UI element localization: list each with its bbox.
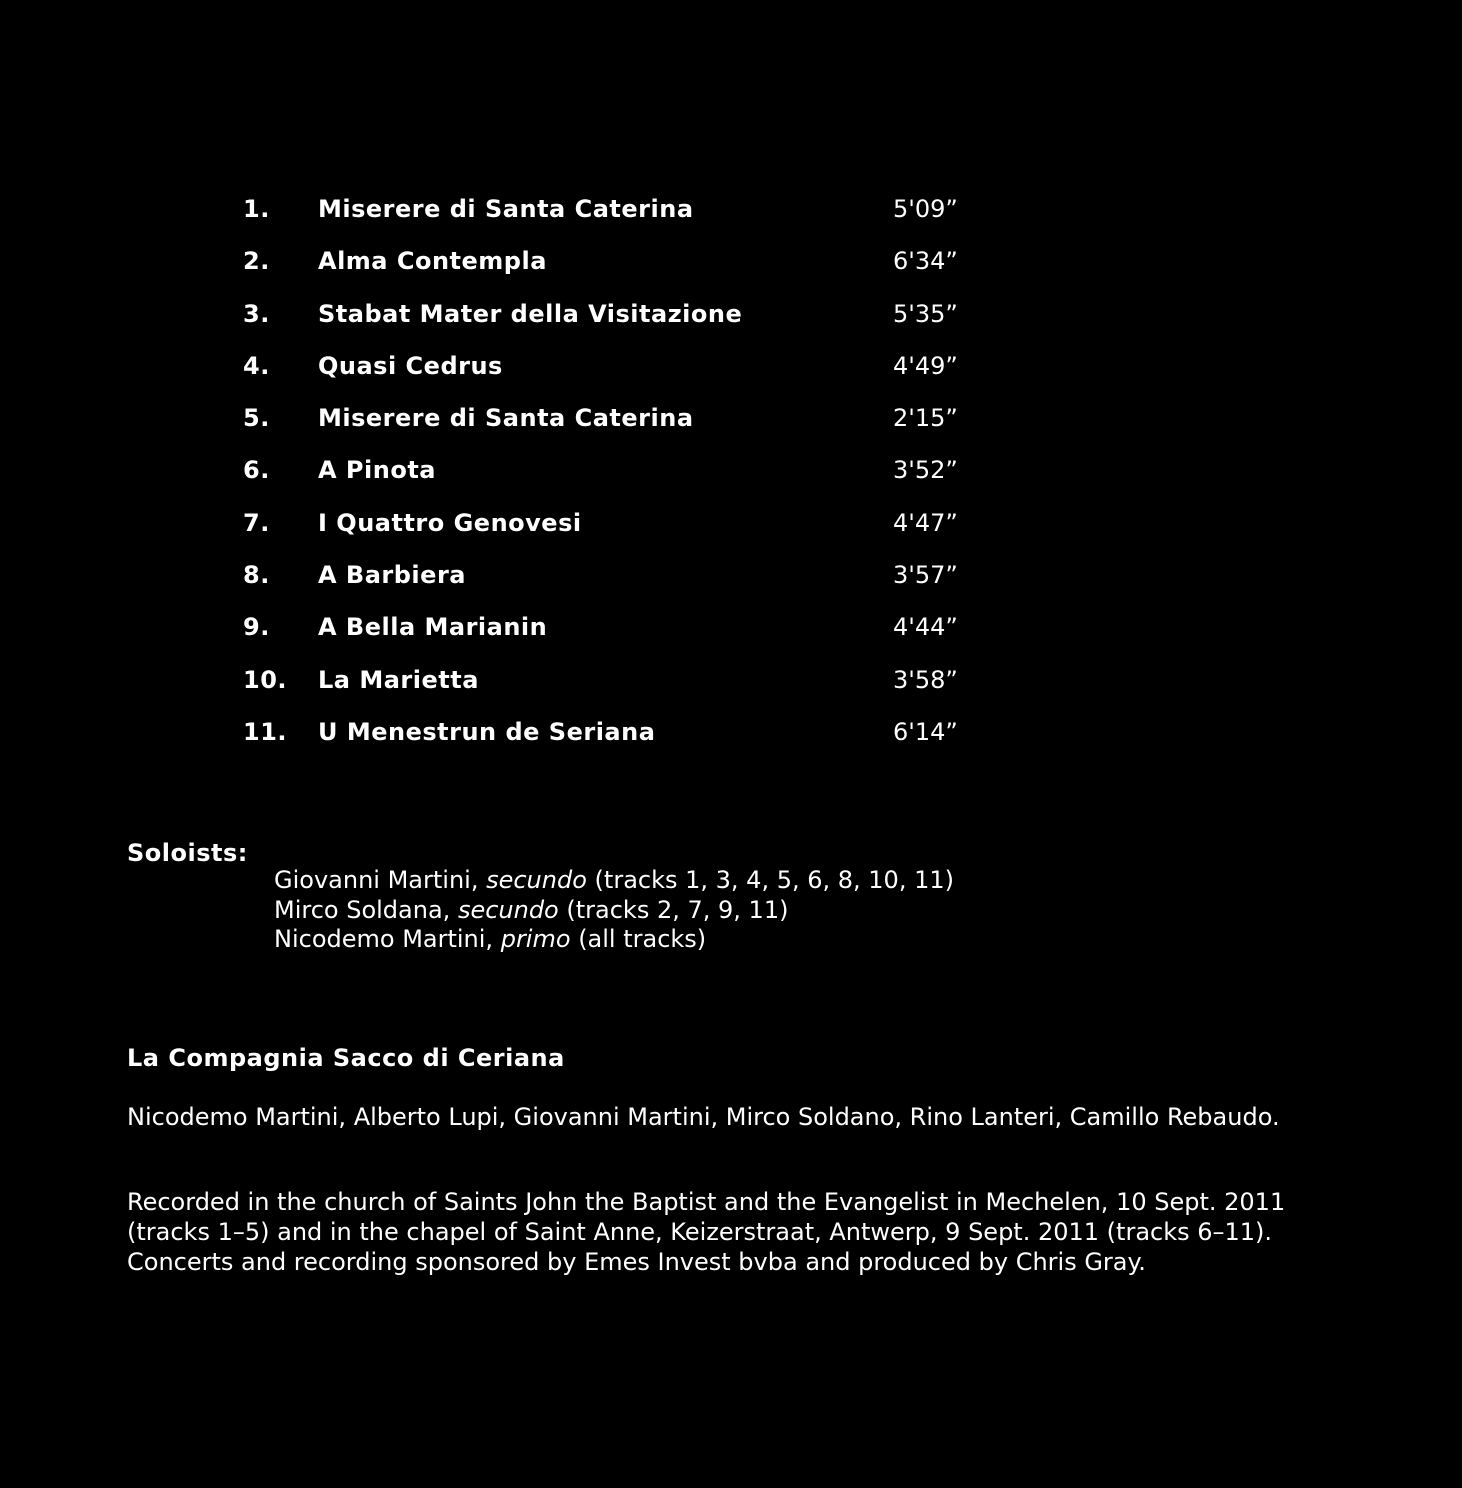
track-row <box>243 349 1003 401</box>
track-row <box>243 297 1003 349</box>
track-duration: 2'15” <box>893 404 958 433</box>
credits-line: Recorded in the church of Saints John the Baptist and the Evangelist in Mechelen, 10 Sept. 2011 <box>127 1188 1286 1216</box>
track-title: Miserere di Santa Caterina <box>318 195 694 223</box>
soloist-role: primo <box>500 925 571 953</box>
track-duration: 3'52” <box>893 456 958 485</box>
track-duration: 6'34” <box>893 247 958 276</box>
soloist-role: secundo <box>486 866 587 894</box>
track-title: A Barbiera <box>318 561 466 590</box>
track-row <box>243 244 1003 296</box>
track-number: 2. <box>243 247 270 276</box>
track-title: Stabat Mater della Visitazione <box>318 299 743 328</box>
track-title: A Pinota <box>318 456 436 485</box>
track-row <box>243 715 1003 767</box>
track-title: Alma Contempla <box>318 247 547 276</box>
track-number: 1. <box>243 195 270 223</box>
track-duration: 3'58” <box>893 665 958 694</box>
track-row <box>243 453 1003 505</box>
track-row <box>243 506 1003 558</box>
soloist-role: secundo <box>457 895 559 924</box>
track-duration: 3'57” <box>893 561 958 590</box>
track-title: Quasi Cedrus <box>318 351 503 380</box>
track-row <box>243 192 1003 244</box>
track-title: I Quattro Genovesi <box>318 508 582 537</box>
track-number: 6. <box>243 456 270 485</box>
track-row <box>243 610 1003 662</box>
track-title: La Marietta <box>318 665 479 694</box>
track-duration: 5'09” <box>893 195 958 223</box>
track-number: 9. <box>243 613 270 642</box>
track-title: A Bella Marianin <box>318 613 548 642</box>
track-title: U Menestrun de Seriana <box>318 717 656 746</box>
credits-line: (tracks 1–5) and in the chapel of Saint Anne, Keizerstraat, Antwerp, 9 Sept. 2011 (tracks 6–11). <box>127 1218 1273 1246</box>
soloists-list <box>274 866 954 955</box>
track-number: 4. <box>243 351 270 380</box>
track-duration: 6'14” <box>893 717 958 746</box>
track-number: 10. <box>243 665 288 694</box>
soloist-tracks: (tracks 2, 7, 9, 11) <box>566 895 789 924</box>
track-title: Miserere di Santa Caterina <box>318 404 694 433</box>
track-number: 3. <box>243 299 270 328</box>
soloist-name: Mirco Soldana, <box>274 895 451 924</box>
ensemble-members: Nicodemo Martini, Alberto Lupi, Giovanni Martini, Mirco Soldano, Rino Lanteri, Camillo Rebaudo. <box>127 1103 1280 1131</box>
track-list <box>243 192 1003 767</box>
soloist-entry <box>274 866 954 896</box>
track-duration: 4'44” <box>893 613 958 642</box>
recording-credits <box>127 1187 1285 1277</box>
soloist-entry <box>274 896 954 926</box>
soloists-heading: Soloists: <box>127 839 248 867</box>
soloist-name: Nicodemo Martini, <box>274 925 494 953</box>
track-duration: 4'49” <box>893 351 958 380</box>
track-row <box>243 663 1003 715</box>
track-row <box>243 558 1003 610</box>
track-number: 7. <box>243 508 270 537</box>
track-duration: 4'47” <box>893 508 958 537</box>
soloist-name: Giovanni Martini, <box>274 866 479 894</box>
track-number: 11. <box>243 717 288 746</box>
soloist-tracks: (tracks 1, 3, 4, 5, 6, 8, 10, 11) <box>594 866 954 894</box>
soloist-entry <box>274 925 954 955</box>
track-row <box>243 401 1003 453</box>
soloist-tracks: (all tracks) <box>578 925 707 953</box>
ensemble-heading: La Compagnia Sacco di Ceriana <box>127 1044 565 1072</box>
credits-line: Concerts and recording sponsored by Emes Invest bvba and produced by Chris Gray. <box>127 1248 1146 1276</box>
track-duration: 5'35” <box>893 299 958 328</box>
track-number: 8. <box>243 561 270 590</box>
track-number: 5. <box>243 404 270 433</box>
